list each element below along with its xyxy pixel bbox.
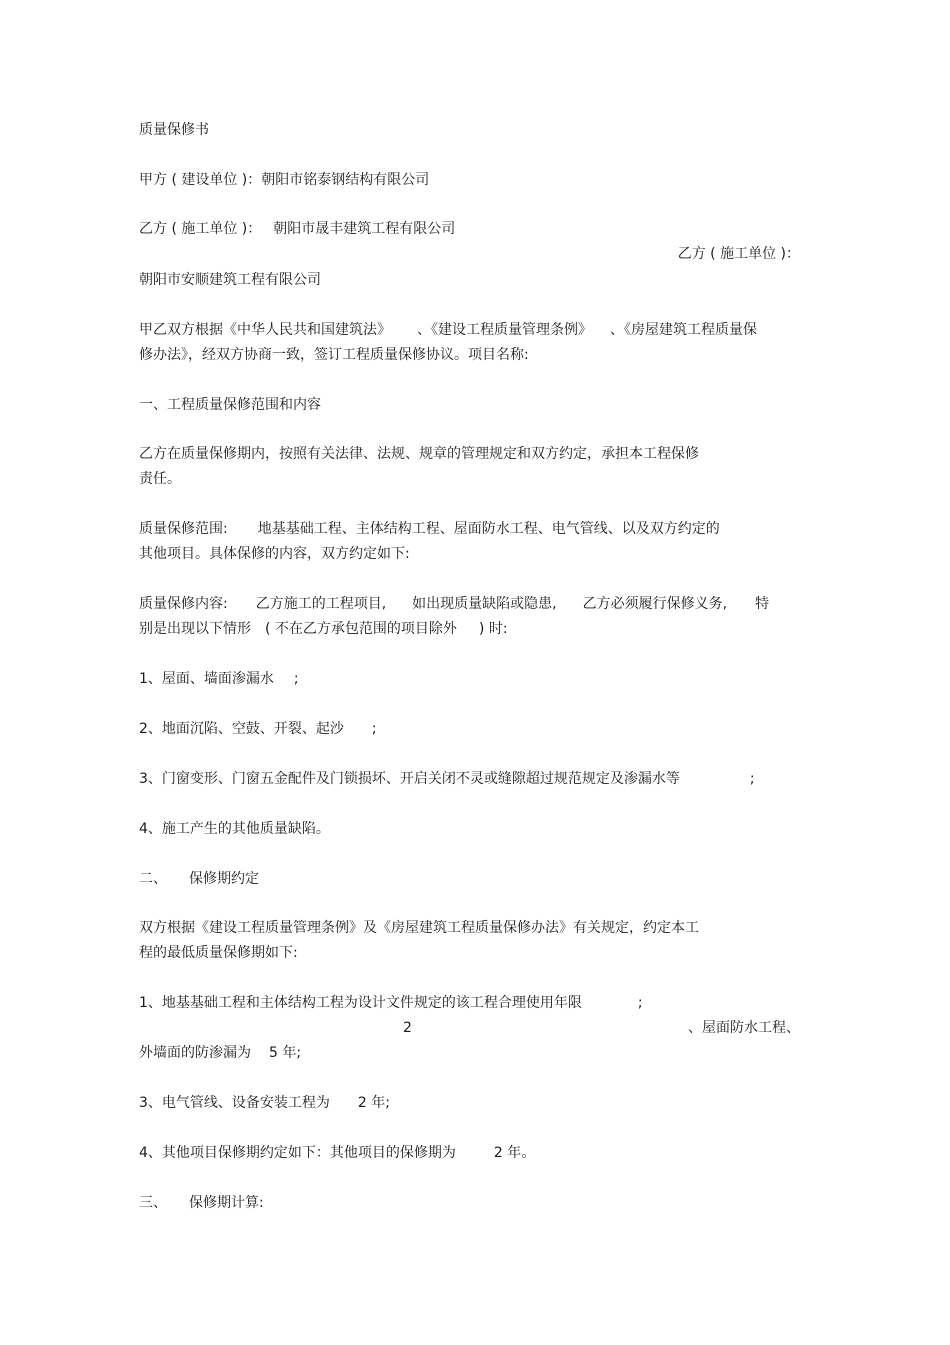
- list-item-text: 2、地面沉陷、空鼓、开裂、起沙: [139, 721, 344, 737]
- intro-part-c: 、《房屋建筑工程质量保: [610, 322, 757, 338]
- section2-para-line-2: 程的最低质量保修期如下:: [139, 945, 298, 961]
- period-item-4: [139, 1143, 535, 1163]
- section3-heading: [139, 1193, 264, 1213]
- scope-line-2: 其他项目。具体保修的内容，双方约定如下:: [139, 546, 410, 562]
- party-b-line: [139, 219, 455, 239]
- period-item-4-value: 2 年。: [493, 1145, 536, 1161]
- party-a-line: [139, 170, 429, 190]
- content-part-d: 特: [755, 596, 770, 612]
- list-item-text: 3、门窗变形、门窗五金配件及门锁损坏、开启关闭不灵或缝隙超过规范规定及渗漏水等: [139, 771, 680, 787]
- period-item-1-l3-a: 外墙面的防渗漏为: [139, 1045, 251, 1061]
- content-line-1: [139, 594, 769, 614]
- section2-para-line-1: 双方根据《建设工程质量管理条例》及《房屋建筑工程质量保修办法》有关规定，约定本工: [139, 920, 699, 936]
- intro-line-2: 修办法》，经双方协商一致，签订工程质量保修协议。项目名称:: [139, 347, 529, 363]
- section1-heading: 一、工程质量保修范围和内容: [139, 397, 321, 413]
- party-a-name: 朝阳市铭泰钢结构有限公司: [261, 172, 430, 188]
- list-item: [139, 769, 755, 789]
- period-item-1-line-1: [139, 993, 643, 1013]
- content-l2-c: ) 时:: [478, 621, 508, 637]
- section3-heading-num: 三、: [139, 1195, 167, 1211]
- content-l2-b: ( 不在乙方承包范围的项目除外: [265, 621, 457, 637]
- section2-heading-num: 二、: [139, 871, 167, 887]
- party-b2-label: 乙方 ( 施工单位 )：: [677, 246, 800, 262]
- doc-title: 质量保修书: [139, 122, 209, 138]
- content-part-b: 如出现质量缺陷或隐患,: [412, 596, 557, 612]
- period-item-3-value: 2 年;: [357, 1095, 390, 1111]
- content-part-a: 乙方施工的工程项目,: [255, 596, 387, 612]
- intro-part-b: 、《建设工程质量管理条例》: [417, 322, 592, 338]
- section2-heading-text: 保修期约定: [189, 871, 259, 887]
- list-item-end: ;: [371, 721, 377, 737]
- period-item-1-num: 2: [403, 1020, 412, 1036]
- content-line-2: [139, 619, 508, 639]
- period-item-1-line-3: [139, 1043, 301, 1063]
- period-item-1-l3-b: 5 年;: [269, 1045, 302, 1061]
- scope-label: 质量保修范围:: [139, 521, 228, 537]
- list-item: [139, 819, 330, 839]
- content-part-c: 乙方必须履行保修义务,: [582, 596, 728, 612]
- party-b-name: 朝阳市晟丰建筑工程有限公司: [273, 221, 456, 237]
- section2-heading: [139, 869, 259, 889]
- section1-para-line-1: 乙方在质量保修期内，按照有关法律、法规、规章的管理规定和双方约定，承担本工程保修: [139, 446, 699, 462]
- scope-text: 地基基础工程、主体结构工程、屋面防水工程、电气管线、以及双方约定的: [257, 521, 720, 537]
- intro-line-1: [139, 320, 757, 340]
- section3-heading-text: 保修期计算:: [189, 1195, 264, 1211]
- content-l2-a: 别是出现以下情形: [139, 621, 251, 637]
- party-a-label: 甲方 ( 建设单位 )：: [139, 172, 262, 188]
- section1-para-line-2: 责任。: [139, 471, 181, 487]
- list-item-text: 4、施工产生的其他质量缺陷。: [139, 821, 330, 837]
- list-item: [139, 719, 377, 739]
- period-item-4-text: 4、其他项目保修期约定如下：其他项目的保修期为: [139, 1145, 456, 1161]
- period-item-3-text: 3、电气管线、设备安装工程为: [139, 1095, 330, 1111]
- scope-line-1: [139, 519, 720, 539]
- intro-part-a: 甲乙双方根据《中华人民共和国建筑法》: [139, 322, 391, 338]
- list-item-text: 1、屋面、墙面渗漏水: [139, 671, 274, 687]
- party-b2-name: 朝阳市安顺建筑工程有限公司: [139, 272, 321, 288]
- period-item-1-semicolon: ;: [637, 995, 643, 1011]
- list-item-end: ;: [749, 771, 755, 787]
- period-item-3: [139, 1093, 390, 1113]
- party-b-label: 乙方 ( 施工单位 )：: [139, 221, 262, 237]
- period-item-1-tail: 、屋面防水工程、: [688, 1020, 800, 1036]
- list-item-end: ;: [293, 671, 299, 687]
- list-item: [139, 669, 299, 689]
- content-label: 质量保修内容:: [139, 596, 228, 612]
- period-item-1-text: 1、地基基础工程和主体结构工程为设计文件规定的该工程合理使用年限: [139, 995, 582, 1011]
